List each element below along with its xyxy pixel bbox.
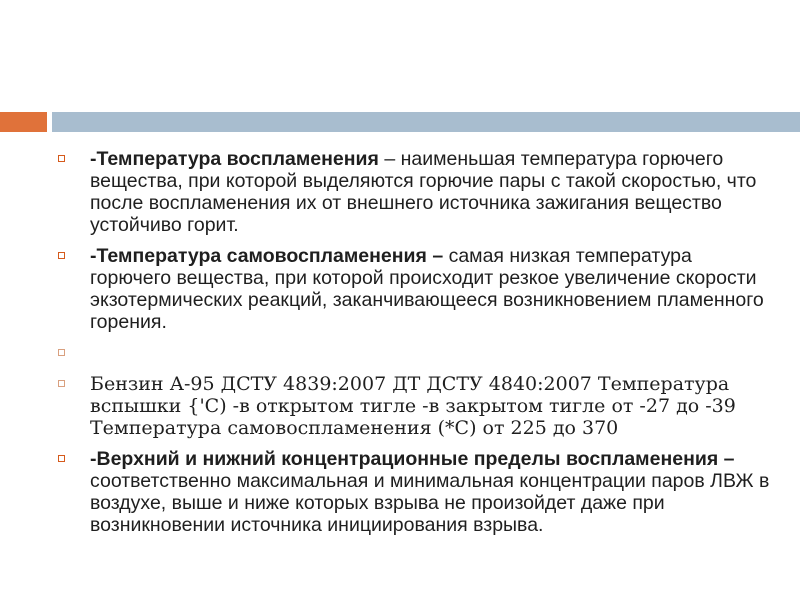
square-bullet-icon — [58, 380, 65, 387]
square-bullet-icon — [58, 455, 65, 462]
term-title: -Температура воспламенения — [90, 148, 379, 170]
term-definition: – наименьшая температура горючего вещества, при которой выделяются горючие пары с такой скоростью, что после воспламенения их от внешнего источника зажигания вещество устойчиво горит. — [90, 148, 757, 236]
fuel-properties-text: Бензин А-95 ДСТУ 4839:2007 ДТ ДСТУ 4840:2007 Температура вспышки {'C) -в открытом тигле -в закрытом тигле от -27 до -39 Температура самовоспламенения (*С) от 225 до 370 — [90, 373, 736, 439]
title-accent-bar — [52, 112, 800, 132]
term-title: -Температура самовоспламенения – — [90, 245, 444, 267]
term-definition: самая низкая температура горючего вещества, при которой происходит резкое увеличение скорости экзотермических реакций, заканчивающееся возникновением пламенного горения. — [90, 245, 764, 333]
list-item — [58, 245, 770, 333]
square-bullet-icon — [58, 155, 65, 162]
list-item — [58, 448, 770, 536]
square-bullet-icon — [58, 252, 65, 259]
bullet-list — [58, 148, 770, 545]
term-title: -Верхний и нижний концентрационные пределы воспламенения – — [90, 448, 735, 470]
square-bullet-icon — [58, 349, 65, 356]
term-definition: соответственно максимальная и минимальная концентрации паров ЛВЖ в воздухе, выше и ниже которых взрыва не произойдет даже при возникновении источника инициирования взрыва. — [90, 470, 770, 536]
list-item — [58, 342, 770, 364]
title-accent-block — [0, 112, 47, 132]
list-item — [58, 373, 770, 439]
list-item — [58, 148, 770, 236]
